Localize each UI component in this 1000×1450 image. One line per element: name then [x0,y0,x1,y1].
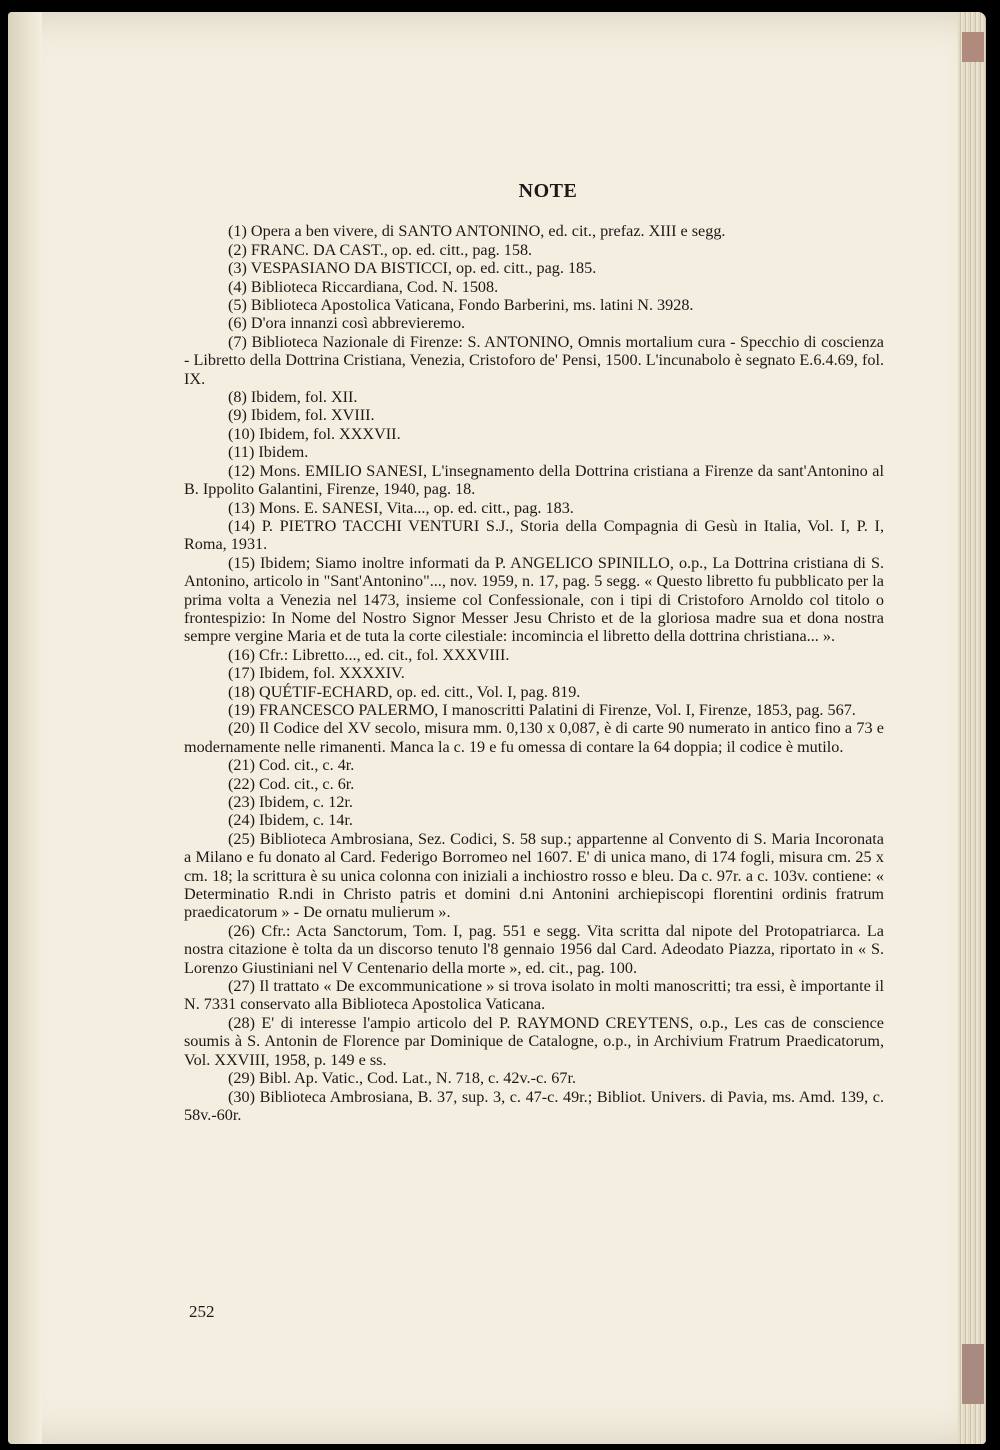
note-3: (3) VESPASIANO DA BISTICCI, op. ed. citt., pag. 185. [228,259,597,278]
page-title: NOTE [518,180,578,202]
book-spine-shadow [8,12,42,1444]
note-15: (15) Ibidem; Siamo inoltre informati da P. ANGELICO SPINILLO, o.p., La Dottrina cristiana di S. Antonino, articolo in "Sant'Antonino"..., nov. 1959, n. 17, pag. 5 segg. « Questo libretto fu pubblicato per la prima volta a Venezia nel 1473, insieme col Confessionale, con i tipi di Cristoforo Arnoldo col titolo o frontespizio: In Nome del Nostro Signor Messer Jesu Christo et de la gloriosa madre sua et dona nostra sempre vergine Maria et de tuta la corte cilestiale: incomincia el libretto della dottrina christiana... ». [184,553,884,646]
note-2: (2) FRANC. DA CAST., op. ed. citt., pag. 158. [228,240,533,259]
note-10: (10) Ibidem, fol. XXXVII. [228,424,401,443]
note-30: (30) Biblioteca Ambrosiana, B. 37, sup. 3, c. 47-c. 49r.; Bibliot. Univers. di Pavia, ms. Amd. 139, c. 58v.-60r. [184,1087,884,1124]
note-8: (8) Ibidem, fol. XII. [228,388,358,407]
note-29: (29) Bibl. Ap. Vatic., Cod. Lat., N. 718, c. 42v.-c. 67r. [228,1069,576,1088]
book-page [8,12,986,1444]
note-6: (6) D'ora innanzi così abbrevieremo. [228,314,466,333]
note-18: (18) QUÉTIF-ECHARD, op. ed. citt., Vol. I, pag. 819. [228,682,581,701]
note-19: (19) FRANCESCO PALERMO, I manoscritti Palatini di Firenze, Vol. I, Firenze, 1853, pag. 567. [228,700,856,719]
note-24: (24) Ibidem, c. 14r. [228,811,353,830]
note-12: (12) Mons. EMILIO SANESI, L'insegnamento della Dottrina cristiana a Firenze da sant'Antonino al B. Ippolito Galantini, Firenze, 1940, pag. 18. [184,461,884,499]
note-4: (4) Biblioteca Riccardiana, Cod. N. 1508. [228,277,499,296]
note-22: (22) Cod. cit., c. 6r. [228,774,355,793]
notes-list [184,222,884,1124]
note-1: (1) Opera a ben vivere, di SANTO ANTONINO, ed. cit., prefaz. XIII e segg. [228,222,726,241]
page-edges [958,12,986,1444]
note-9: (9) Ibidem, fol. XVIII. [228,406,375,425]
note-20: (20) Il Codice del XV secolo, misura mm. 0,130 x 0,087, è di carte 90 numerato in antico fino a 73 e modernamente nelle rimanenti. Manca la c. 19 e fu omessa di contare la 64 doppia; il codice è mutilo. [184,719,884,756]
note-13: (13) Mons. E. SANESI, Vita..., op. ed. citt., pag. 183. [228,498,574,517]
page-number: 252 [189,1302,215,1321]
note-11: (11) Ibidem. [228,443,309,462]
bookmark-ribbon-top [962,32,984,62]
note-17: (17) Ibidem, fol. XXXXIV. [228,664,405,683]
note-14: (14) P. PIETRO TACCHI VENTURI S.J., Storia della Compagnia di Gesù in Italia, Vol. I, P. I, Roma, 1931. [184,516,884,554]
notes-section [184,182,884,1124]
note-25: (25) Biblioteca Ambrosiana, Sez. Codici, S. 58 sup.; appartenne al Convento di S. Maria Incoronata a Milano e fu donato al Card. Federigo Borromeo nel 1607. E' di unica mano, di 174 fogli, misura cm. 25 x cm. 18; la scrittura è su unica colonna con iniziali a inchiostro rosso e bleu. Da c. 97r. a c. 103v. contiene: « Determinatio R.ndi in Christo patris et domini d.ni Antonini archiepiscopi florentini ordinis fratrum praedicatorum » - De ornatu mulierum ». [184,829,884,922]
note-26: (26) Cfr.: Acta Sanctorum, Tom. I, pag. 551 e segg. Vita scritta dal nipote del Protopatriarca. La nostra citazione è tolta da un discorso tenuto l'8 gennaio 1956 dal Card. Adeodato Piazza, riportato in « S. Lorenzo Giustiniani nel V Centenario della morte », ed. cit., pag. 100. [184,921,884,977]
note-21: (21) Cod. cit., c. 4r. [228,756,355,775]
note-5: (5) Biblioteca Apostolica Vaticana, Fondo Barberini, ms. latini N. 3928. [228,296,694,315]
note-16: (16) Cfr.: Libretto..., ed. cit., fol. XXXVIII. [228,645,510,664]
note-28: (28) E' di interesse l'ampio articolo del P. RAYMOND CREYTENS, o.p., Les cas de conscience soumis à S. Antonin de Florence par Dominique de Catalogne, o.p., in Archivium Fratrum Praedicatorum, Vol. XXVIII, 1958, p. 149 e ss. [184,1013,884,1069]
note-23: (23) Ibidem, c. 12r. [228,793,353,811]
bookmark-ribbon-bottom [962,1344,984,1404]
note-27: (27) Il trattato « De excommunicatione » si trova isolato in molti manoscritti; tra essi, è importante il N. 7331 conservato alla Biblioteca Apostolica Vaticana. [184,977,884,1014]
note-7: (7) Biblioteca Nazionale di Firenze: S. ANTONINO, Omnis mortalium cura - Specchio di coscienza - Libretto della Dottrina Cristiana, Venezia, Cristoforo de' Pensi, 1500. L'incunabolo è segnato E.6.4.69, fol. IX. [184,332,884,388]
